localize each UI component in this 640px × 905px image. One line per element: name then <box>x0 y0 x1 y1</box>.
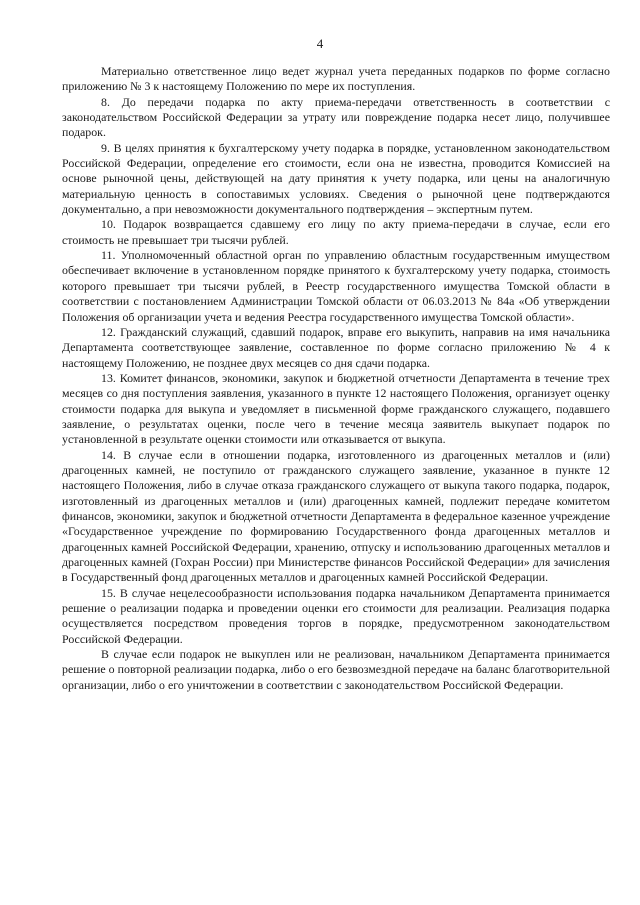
paragraph-10: 10. Подарок возвращается сдавшему его лицу по акту приема-передачи в случае, если его стоимость не превышает три тысячи рублей. <box>62 217 610 247</box>
paragraph-9: 9. В целях принятия к бухгалтерскому учету подарка в порядке, установленном законодательством Российской Федерации, определение его стоимости, если она не известна, проводится Комиссией на основе рыночной цены, действующей на дату принятия к учету подарка, или цены на аналогичную материальную ценность в сопоставимых условиях. Сведения о рыночной цене подтверждаются документально, а при невозможности документального подтверждения – экспертным путем. <box>62 140 610 217</box>
page-number: 4 <box>316 36 324 51</box>
paragraph-13: 13. Комитет финансов, экономики, закупок и бюджетной отчетности Департамента в течение трех месяцев со дня поступления заявления, указанного в пункте 12 настоящего Положения, организует оценку стоимости подарка для выкупа и уведомляет в письменной форме гражданского служащего, подавшего заявление, о результатах оценки, после чего в течение месяца заявитель выкупает подарок по установленной в результате оценки стоимости или отказывается от выкупа. <box>62 370 610 447</box>
paragraph-11: 11. Уполномоченный областной орган по управлению областным государственным имуществом обеспечивает включение в установленном порядке принятого к бухгалтерскому учету подарка, стоимость которого превышает три тысячи рублей, в Реестр государственного имущества Томской области в соответствии с постановлением Администрации Томской области от 06.03.2013 № 84а «Об утверждении Положения об организации учета и ведения Реестра государственного имущества Томской области». <box>62 248 610 324</box>
paragraph-12: 12. Гражданский служащий, сдавший подарок, вправе его выкупить, направив на имя начальника Департамента соответствующее заявление, составленное по форме согласно приложению № 4 к настоящему Положению, не позднее двух месяцев со дня сдачи подарка. <box>62 324 610 370</box>
paragraph-8: 8. До передачи подарка по акту приема-передачи ответственность в соответствии с законодательством Российской Федерации за утрату или повреждение подарка несет лицо, получившее подарок. <box>62 94 610 140</box>
paragraph-final: В случае если подарок не выкуплен или не реализован, начальником Департамента принимается решение о повторной реализации подарка, либо о его безвозмездной передаче на баланс благотворительной организации, либо о его уничтожении в соответствии с законодательством Российской Федерации. <box>62 647 610 692</box>
paragraph-14: 14. В случае если в отношении подарка, изготовленного из драгоценных металлов и (или) драгоценных камней, не поступило от гражданского служащего заявление, указанное в пункте 12 настоящего Положения, либо в случае отказа гражданского служащего от выкупа такого подарка, подарок, изготовленный из драгоценных металлов и (или) драгоценных камней, подлежит передаче комитетом финансов, экономики, закупок и бюджетной отчетности Департамента в федеральное казенное учреждение «Государственное учреждение по формированию Государственного фонда драгоценных металлов и драгоценных камней Российской Федерации, хранению, отпуску и использованию драгоценных металлов и драгоценных камней (Гохран России) при Министерстве финансов Российской Федерации» для зачисления в Государственный фонд драгоценных металлов и драгоценных камней Российской Федерации. <box>62 447 610 585</box>
paragraph-15: 15. В случае нецелесообразности использования подарка начальником Департамента принимается решение о реализации подарка и проведении оценки его стоимости для реализации. Реализация подарка осуществляется посредством проведения торгов в порядке, предусмотренном законодательством Российской Федерации. <box>62 585 610 646</box>
paragraph-journal: Материально ответственное лицо ведет журнал учета переданных подарков по форме согласно приложению № 3 к настоящему Положению по мере их поступления. <box>62 64 610 94</box>
document-body <box>62 64 610 693</box>
